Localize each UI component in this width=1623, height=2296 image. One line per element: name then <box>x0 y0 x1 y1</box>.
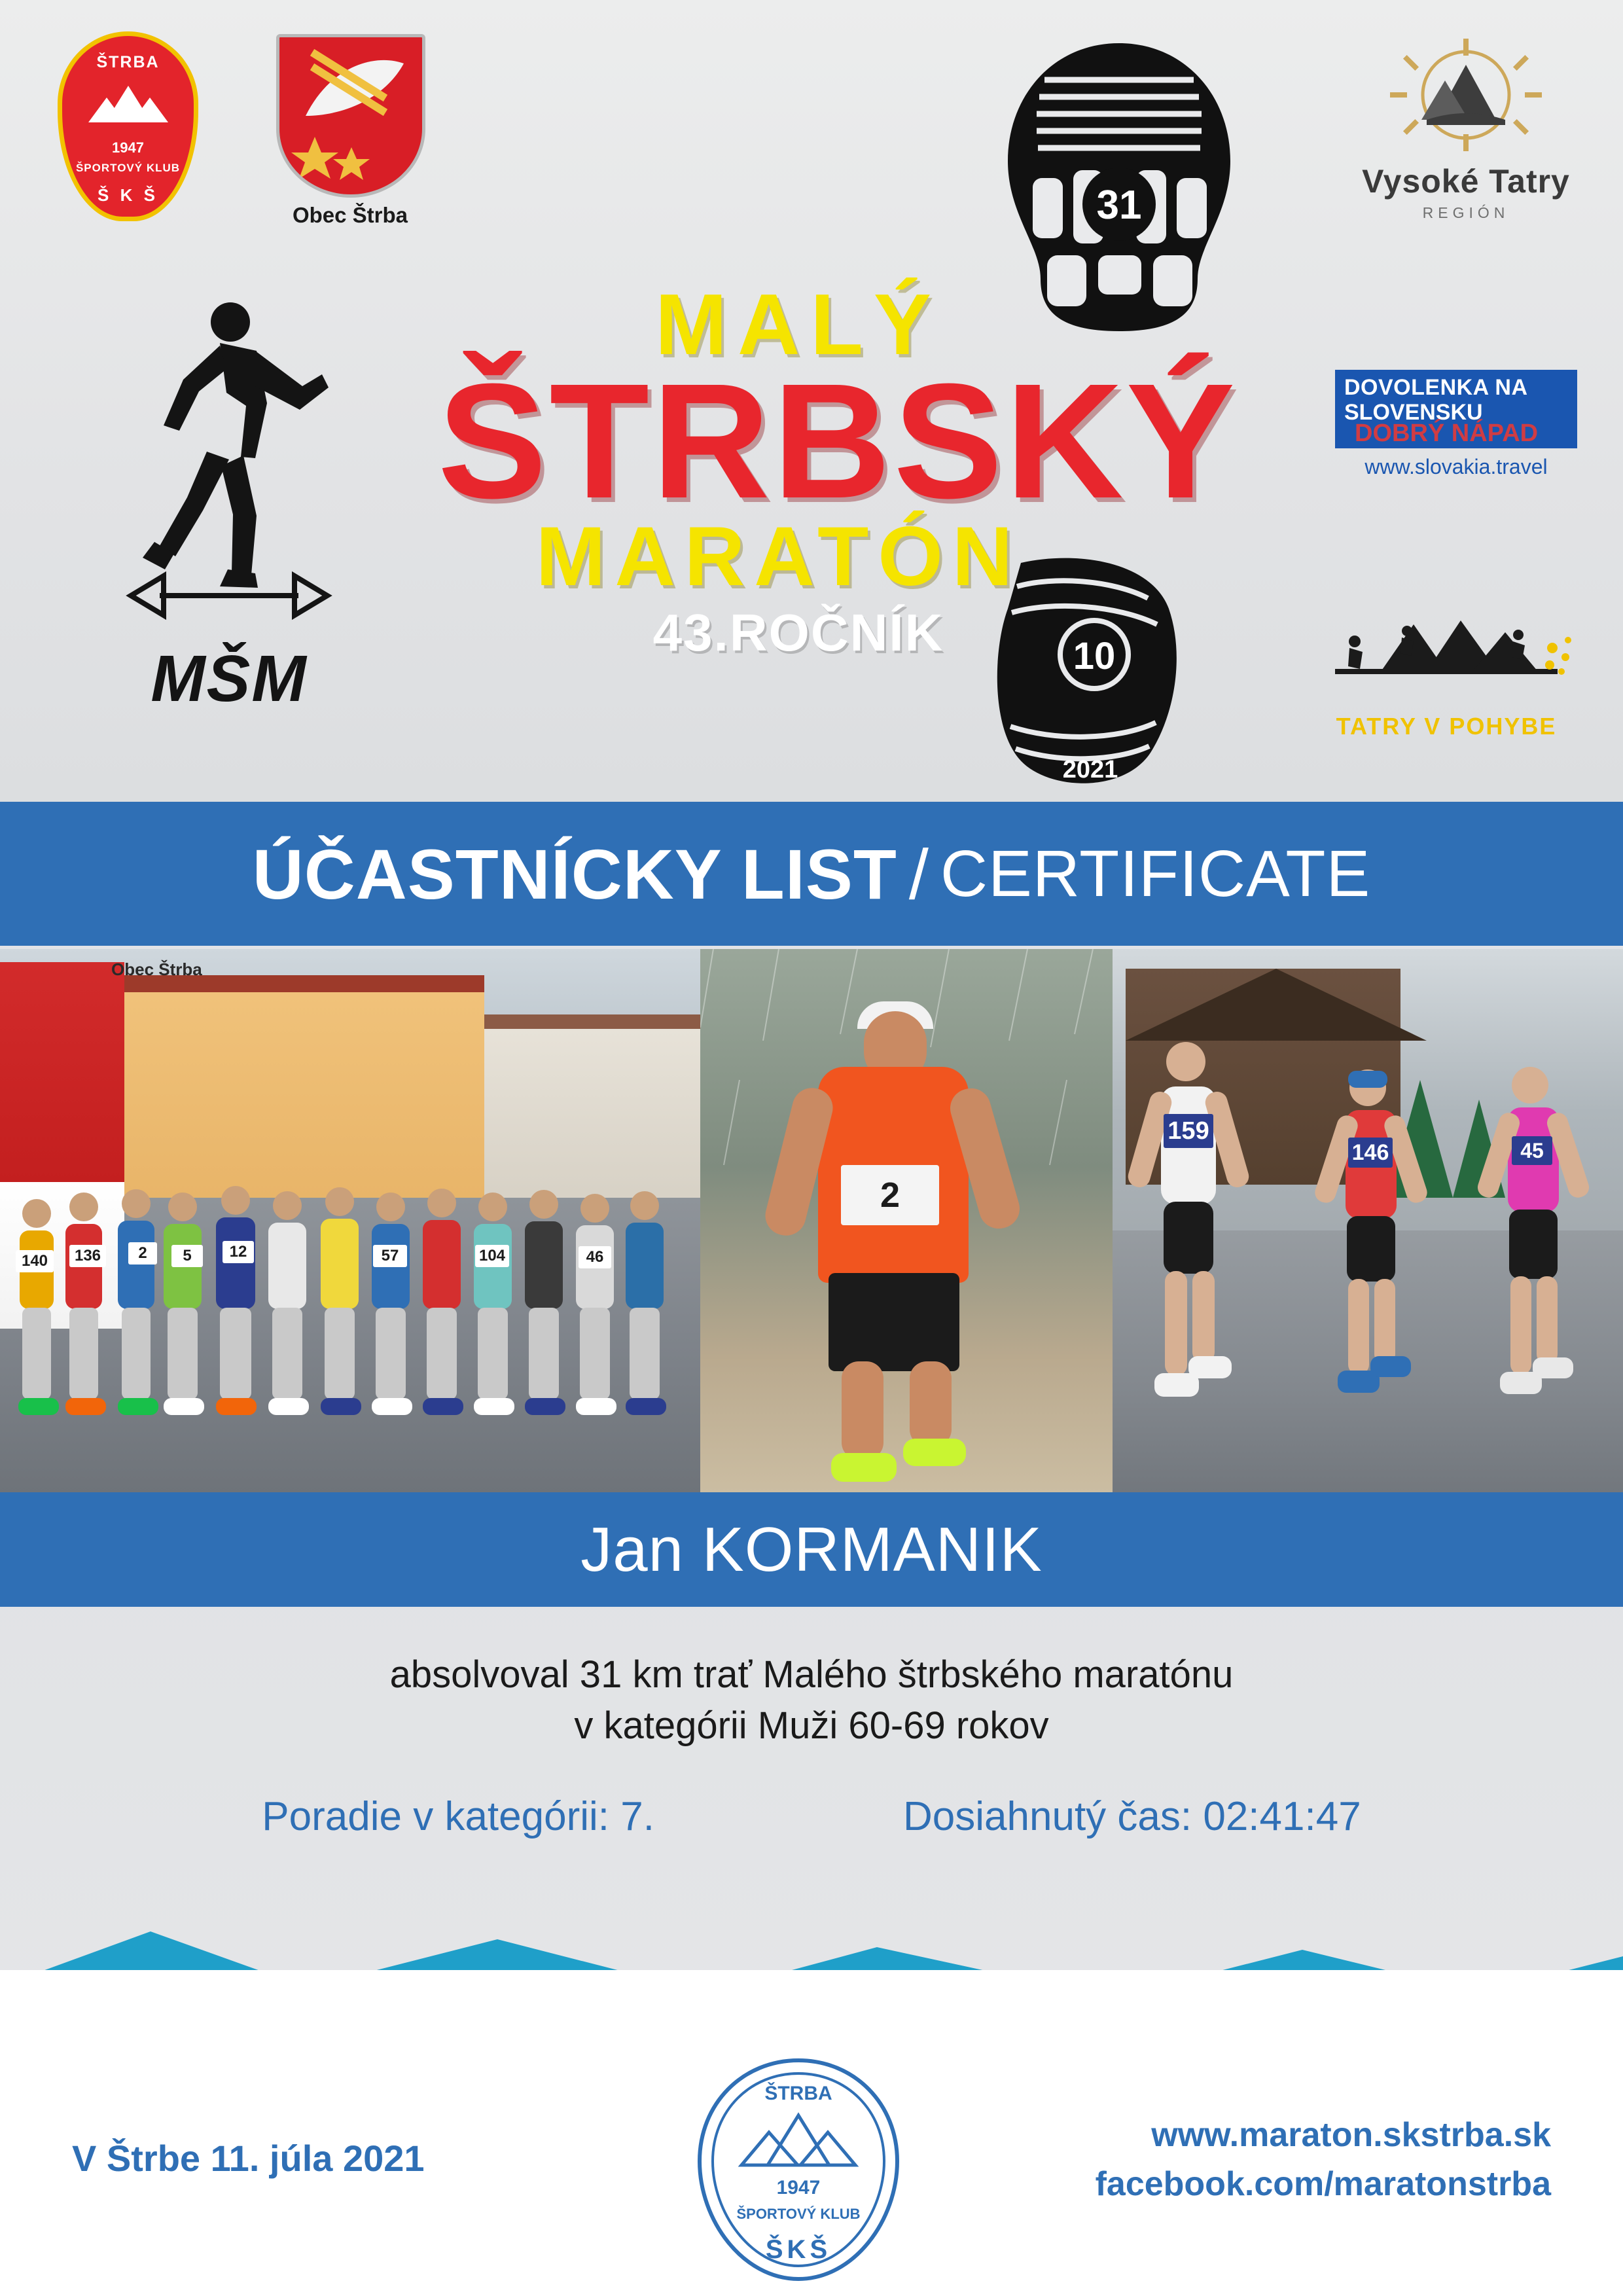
poster-title-block <box>419 276 1257 663</box>
bib-number: 57 <box>373 1245 407 1267</box>
sun-mountain-icon <box>1387 36 1544 154</box>
coat-of-arms-icon <box>276 34 425 198</box>
bib-number: 104 <box>475 1245 509 1267</box>
title-rocnik: 43.ROČNÍK <box>652 603 944 662</box>
sks-logo-year: 1947 <box>112 139 144 156</box>
photo-strip <box>0 949 1623 1492</box>
mountain-icon <box>79 82 177 134</box>
poster-header <box>0 0 1623 802</box>
msm-emblem <box>92 288 366 720</box>
vysoke-tatry-subtitle: REGIÓN <box>1422 204 1510 221</box>
title-maly: MALÝ <box>655 276 942 372</box>
certificate-band <box>0 802 1623 946</box>
footer-date: V Štrbe 11. júla 2021 <box>72 2138 425 2179</box>
achievement-line1: absolvoval 31 km trať Malého štrbského maratónu <box>389 1653 1234 1696</box>
results-row <box>0 1793 1623 1840</box>
certificate-title-en: CERTIFICATE <box>940 836 1371 910</box>
category-rank-value: 7. <box>620 1794 654 1839</box>
slovakia-travel-line3: DOBRÝ NÁPAD <box>1355 420 1539 447</box>
msm-label: MŠM <box>151 642 308 715</box>
obec-strba-label: Obec Štrba <box>292 203 408 227</box>
category-rank-label: Poradie v kategórii: <box>262 1794 610 1839</box>
photo-caption-obec: Obec Štrba <box>111 960 202 979</box>
certificate-title-sk: ÚČASTNÍCKY LIST <box>252 834 897 914</box>
slovakia-travel-box <box>1335 370 1577 448</box>
bib-number: 136 <box>69 1245 106 1267</box>
svg-text:ŠPORTOVÝ KLUB: ŠPORTOVÝ KLUB <box>736 2206 861 2222</box>
category-rank <box>262 1793 654 1840</box>
sks-outline-logo <box>690 2055 906 2284</box>
sks-outline-icon <box>690 2055 906 2284</box>
tatry-v-pohybe-text: TATRY V POHYBE <box>1336 713 1557 740</box>
vysoke-tatry-logo <box>1342 36 1590 245</box>
sks-logo-top-text: ŠTRBA <box>96 53 160 71</box>
participant-name-band <box>0 1492 1623 1607</box>
bib-number: 2 <box>128 1242 157 1265</box>
sks-logo-abbr: Š K Š <box>98 185 158 205</box>
bib-number: 12 <box>223 1241 254 1263</box>
obec-strba-crest <box>262 34 438 227</box>
title-maraton: MARATÓN <box>535 510 1022 603</box>
poster-footer <box>0 1970 1623 2296</box>
shoeprint-bottom-number: 10 <box>1073 635 1116 677</box>
slovakia-travel-banner[interactable] <box>1329 370 1584 491</box>
solo-runner-photo <box>700 949 1113 1492</box>
runner-silhouette-icon <box>92 288 366 655</box>
finish-time <box>903 1793 1361 1840</box>
certificate-title-separator: / <box>908 834 929 914</box>
achievement-text <box>0 1649 1623 1752</box>
mountain-runners-icon <box>1309 609 1584 707</box>
slovakia-travel-url[interactable]: www.slovakia.travel <box>1364 455 1548 478</box>
footer-facebook[interactable]: facebook.com/maratonstrba <box>1095 2165 1551 2204</box>
bib-number: 46 <box>579 1246 611 1268</box>
finish-time-label: Dosiahnutý čas: <box>902 1794 1192 1839</box>
bib-number: 5 <box>171 1245 203 1267</box>
finish-time-value: 02:41:47 <box>1203 1794 1361 1839</box>
achievement-line2: v kategórii Muži 60-69 rokov <box>574 1704 1049 1748</box>
footer-links <box>1096 2111 1551 2210</box>
slovakia-travel-line2: SLOVENSKU <box>1344 400 1483 425</box>
bib-number: 146 <box>1348 1138 1393 1168</box>
three-runners-photo <box>1113 949 1623 1492</box>
shoeprint-top-number: 31 <box>1096 183 1142 228</box>
sks-logo-club: ŠPORTOVÝ KLUB <box>75 162 181 174</box>
svg-text:1947: 1947 <box>776 2177 821 2198</box>
shoeprint-bottom-year: 2021 <box>1062 756 1118 783</box>
bib-number: 2 <box>841 1165 939 1225</box>
start-line-photo <box>0 949 700 1492</box>
sks-club-logo <box>51 31 205 228</box>
tatry-v-pohybe-logo <box>1302 609 1590 759</box>
bib-number: 140 <box>16 1250 54 1272</box>
sks-shield-icon <box>58 31 198 221</box>
slovakia-travel-line1: DOVOLENKA NA <box>1344 375 1528 400</box>
bib-number: 45 <box>1512 1136 1552 1165</box>
svg-text:ŠTRBA: ŠTRBA <box>764 2083 832 2104</box>
participant-name: Jan KORMANIK <box>580 1514 1043 1585</box>
footer-website[interactable]: www.maraton.skstrba.sk <box>1151 2116 1551 2154</box>
bib-number: 159 <box>1164 1114 1213 1148</box>
svg-text:ŠKŠ: ŠKŠ <box>765 2235 832 2264</box>
vysoke-tatry-title: Vysoké Tatry <box>1362 163 1570 200</box>
title-strbsky: ŠTRBSKÝ <box>437 350 1238 532</box>
